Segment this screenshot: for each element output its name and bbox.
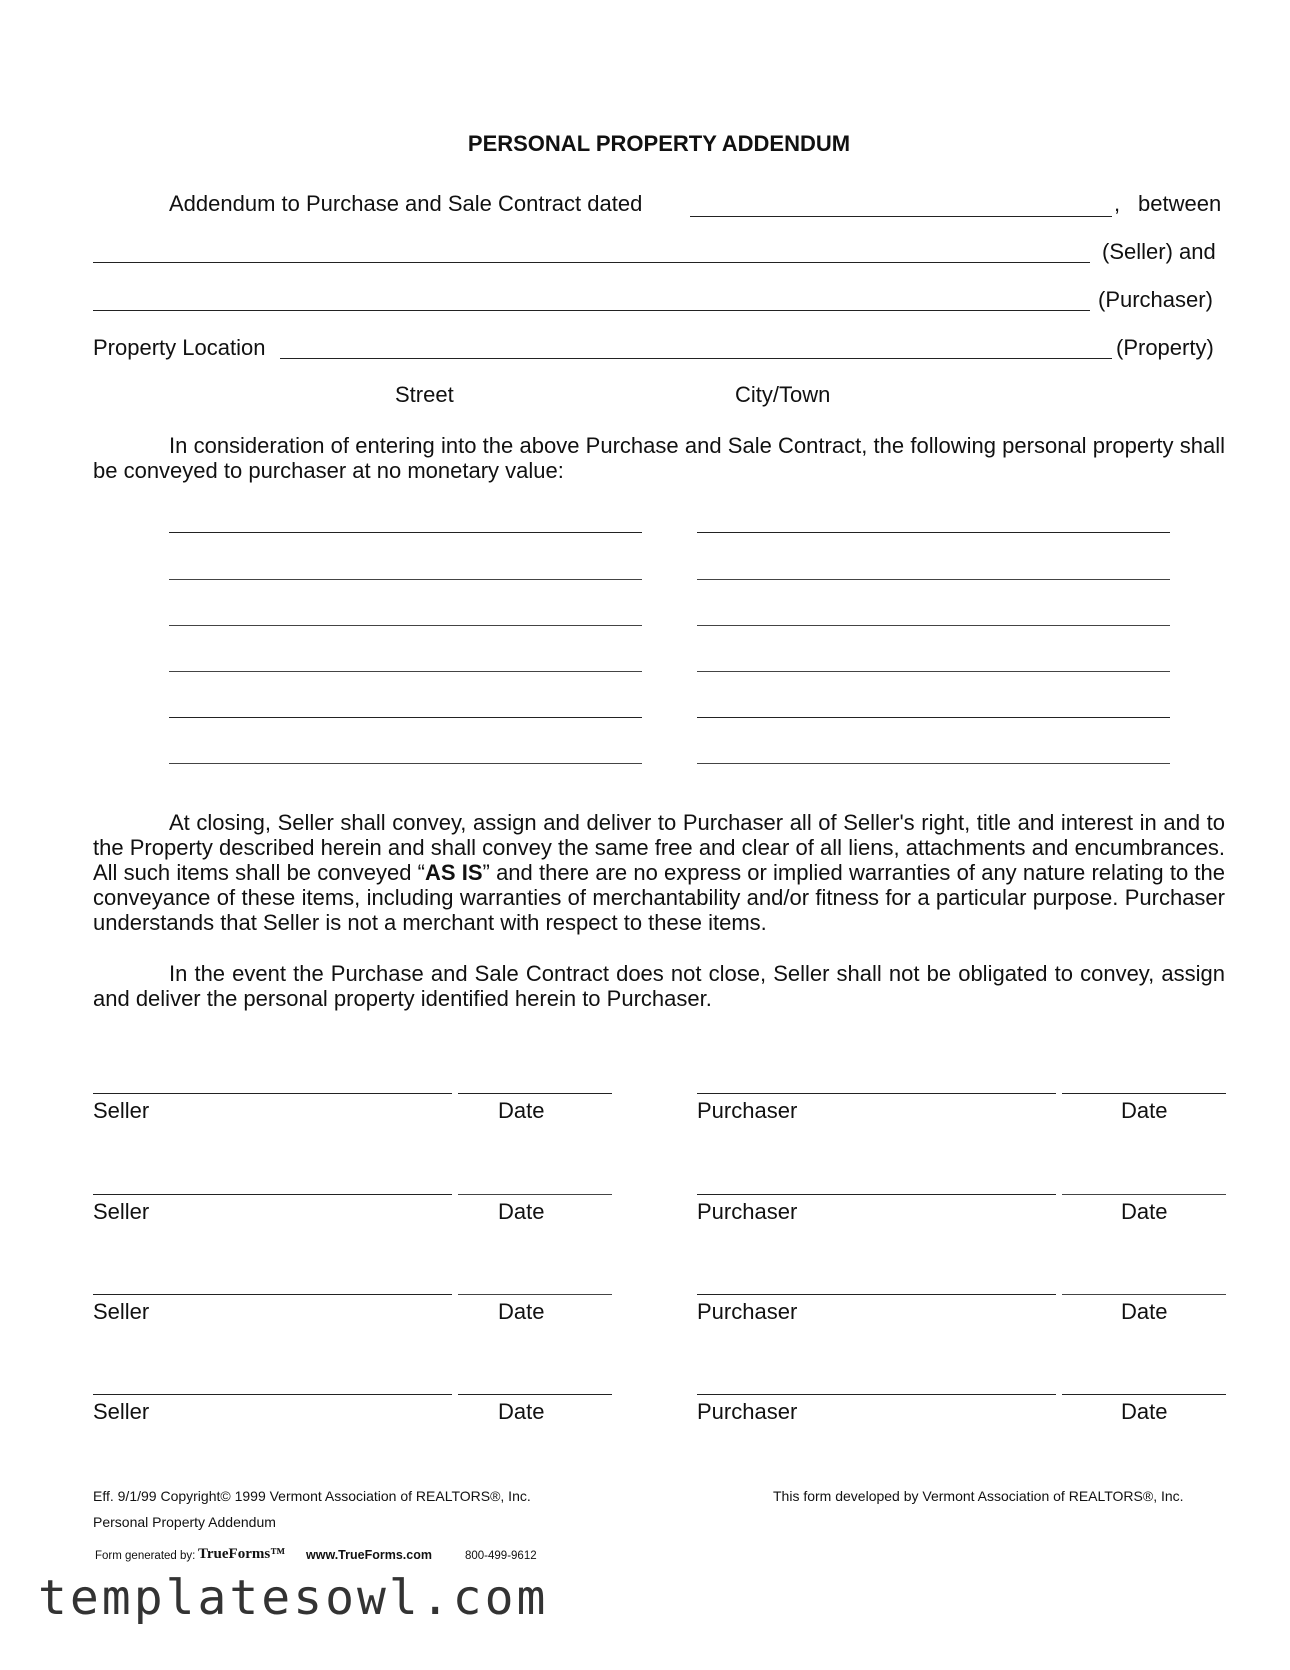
purchaser-date-label: Date (1121, 1399, 1168, 1424)
property-item-field[interactable] (169, 763, 642, 764)
property-item-field[interactable] (697, 625, 1170, 626)
closing-paragraph (93, 810, 1225, 935)
property-item-field[interactable] (169, 579, 642, 580)
seller-date-label: Date (498, 1199, 545, 1224)
contract-dated-label: Addendum to Purchase and Sale Contract dated (169, 191, 643, 216)
property-label: (Property) (1116, 335, 1214, 360)
closing-text-part2: ” and there are no express or implied warranties of any nature relating to the conveyance of these items, including warranties of merchantability and/or fitness for a particular purpose. Purchaser understands that Seller is not a merchant with respect to these items. (93, 860, 1225, 935)
watermark-text: templatesowl.com (38, 1570, 549, 1626)
seller-signature-label: Seller (93, 1299, 150, 1324)
seller-signature-label: Seller (93, 1399, 150, 1424)
street-label: Street (395, 382, 454, 407)
city-town-label: City/Town (735, 382, 831, 407)
property-item-field[interactable] (697, 671, 1170, 672)
property-item-field[interactable] (169, 671, 642, 672)
property-location-field[interactable] (280, 358, 1112, 359)
document-title: PERSONAL PROPERTY ADDENDUM (467, 131, 851, 156)
purchaser-date-field[interactable] (1062, 1194, 1226, 1195)
developed-by-text: This form developed by Vermont Association of REALTORS®, Inc. (773, 1488, 1184, 1504)
seller-signature-field[interactable] (93, 1093, 452, 1094)
property-item-field[interactable] (697, 532, 1170, 533)
purchaser-date-field[interactable] (1062, 1294, 1226, 1295)
trueforms-logo: TrueForms™ (198, 1546, 286, 1562)
seller-signature-field[interactable] (93, 1194, 452, 1195)
purchaser-date-label: Date (1121, 1299, 1168, 1324)
purchaser-signature-label: Purchaser (697, 1399, 798, 1424)
purchaser-date-field[interactable] (1062, 1093, 1226, 1094)
comma-text: , (1114, 191, 1121, 216)
consideration-paragraph (93, 433, 1225, 483)
contract-date-field[interactable] (690, 216, 1112, 217)
property-item-field[interactable] (169, 532, 642, 533)
purchaser-date-label: Date (1121, 1199, 1168, 1224)
seller-date-label: Date (498, 1098, 545, 1123)
purchaser-date-label: Date (1121, 1098, 1168, 1123)
seller-date-field[interactable] (458, 1394, 612, 1395)
generated-by-label: Form generated by: (95, 1550, 196, 1562)
property-item-field[interactable] (697, 763, 1170, 764)
trueforms-website-link[interactable]: www.TrueForms.com (306, 1548, 432, 1562)
phone-number: 800-499-9612 (465, 1550, 537, 1562)
event-paragraph (93, 961, 1225, 1011)
purchaser-signature-field[interactable] (697, 1394, 1056, 1395)
property-item-field[interactable] (697, 717, 1170, 718)
purchaser-signature-label: Purchaser (697, 1098, 798, 1123)
seller-date-field[interactable] (458, 1294, 612, 1295)
purchaser-signature-label: Purchaser (697, 1199, 798, 1224)
seller-signature-label: Seller (93, 1098, 150, 1123)
seller-label: (Seller) and (1102, 239, 1216, 264)
between-label: between (1138, 191, 1222, 216)
purchaser-signature-field[interactable] (697, 1093, 1056, 1094)
property-item-field[interactable] (697, 579, 1170, 580)
seller-signature-label: Seller (93, 1199, 150, 1224)
form-name-text: Personal Property Addendum (93, 1514, 276, 1530)
purchaser-signature-field[interactable] (697, 1294, 1056, 1295)
property-location-label: Property Location (93, 335, 266, 360)
copyright-text: Eff. 9/1/99 Copyright© 1999 Vermont Association of REALTORS®, Inc. (93, 1488, 531, 1504)
purchaser-signature-label: Purchaser (697, 1299, 798, 1324)
closing-text-part1: At closing, Seller shall convey, assign and deliver to Purchaser all of Seller's right, title and interest in and to the Property described herein and shall convey the same free and clear of all liens, attachments and encumbrances. All such items shall be conveyed “ (93, 810, 1225, 885)
purchaser-date-field[interactable] (1062, 1394, 1226, 1395)
purchaser-label: (Purchaser) (1098, 287, 1213, 312)
purchaser-signature-field[interactable] (697, 1194, 1056, 1195)
seller-date-label: Date (498, 1399, 545, 1424)
event-text: In the event the Purchase and Sale Contract does not close, Seller shall not be obligated to convey, assign and deliver the personal property identified herein to Purchaser. (93, 961, 1225, 1011)
seller-name-field[interactable] (93, 262, 1090, 263)
property-item-field[interactable] (169, 625, 642, 626)
seller-date-field[interactable] (458, 1093, 612, 1094)
seller-signature-field[interactable] (93, 1394, 452, 1395)
seller-signature-field[interactable] (93, 1294, 452, 1295)
purchaser-name-field[interactable] (93, 310, 1090, 311)
seller-date-label: Date (498, 1299, 545, 1324)
seller-date-field[interactable] (458, 1194, 612, 1195)
as-is-text: AS IS (424, 860, 483, 885)
property-item-field[interactable] (169, 717, 642, 718)
consideration-text: In consideration of entering into the above Purchase and Sale Contract, the following personal property shall be conveyed to purchaser at no monetary value: (93, 433, 1225, 483)
